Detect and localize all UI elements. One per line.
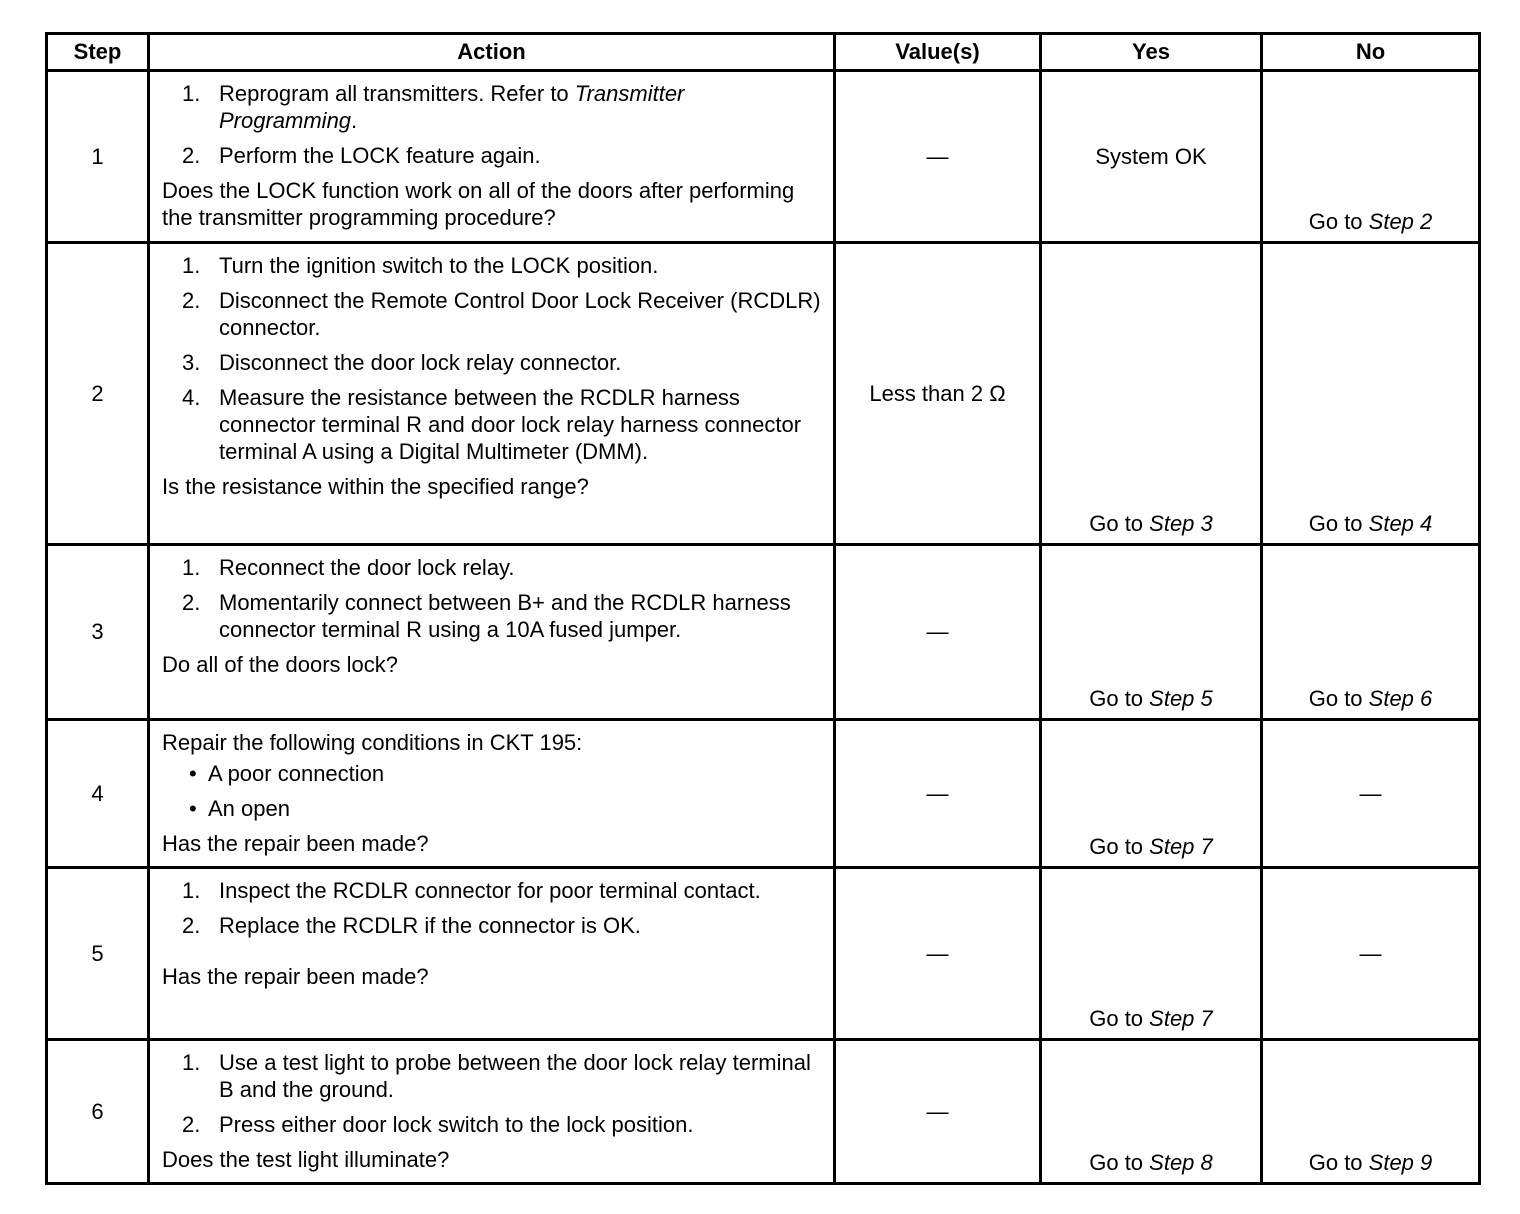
value-cell: Less than 2 Ω <box>835 243 1041 545</box>
no-result: — <box>1359 940 1382 966</box>
no-cell <box>1262 720 1480 868</box>
action-cell <box>149 868 835 1040</box>
no-result: Go to Step 2 <box>1308 209 1433 234</box>
header-action: Action <box>149 34 835 71</box>
action-item: 3. Disconnect the door lock relay connector. <box>182 350 622 375</box>
step-number: 4 <box>47 720 149 868</box>
yes-result: Go to Step 5 <box>1089 686 1213 711</box>
no-cell <box>1262 71 1480 243</box>
action-cell <box>149 243 835 545</box>
table-row <box>47 1040 1480 1184</box>
header-yes: Yes <box>1041 34 1262 71</box>
header-row <box>47 34 1480 71</box>
action-item: 1. Turn the ignition switch to the LOCK position. <box>182 253 659 278</box>
table-row <box>47 868 1480 1040</box>
header-values: Value(s) <box>835 34 1041 71</box>
step-number: 5 <box>47 868 149 1040</box>
table-row <box>47 545 1480 720</box>
action-cell <box>149 71 835 243</box>
yes-result: System OK <box>1095 143 1207 169</box>
value-cell: — <box>835 720 1041 868</box>
step-number: 6 <box>47 1040 149 1184</box>
yes-result: Go to Step 3 <box>1089 511 1213 536</box>
value-cell: — <box>835 71 1041 243</box>
yes-cell <box>1041 71 1262 243</box>
action-item: 1. Inspect the RCDLR connector for poor terminal contact. <box>182 878 761 903</box>
action-cell <box>149 1040 835 1184</box>
action-item: 2. Disconnect the Remote Control Door Lock Receiver (RCDLR) connector. <box>182 288 821 340</box>
no-result: — <box>1359 780 1382 806</box>
yes-result: Go to Step 7 <box>1089 834 1213 859</box>
diagnostic-table <box>45 32 1481 1185</box>
action-intro: Repair the following conditions in CKT 195: <box>162 730 583 755</box>
table-row <box>47 71 1480 243</box>
yes-cell <box>1041 868 1262 1040</box>
no-result: Go to Step 9 <box>1308 1150 1433 1175</box>
yes-result: Go to Step 8 <box>1089 1150 1213 1175</box>
header-no: No <box>1262 34 1480 71</box>
no-cell <box>1262 243 1480 545</box>
value-cell: — <box>835 868 1041 1040</box>
action-question: Has the repair been made? <box>162 831 429 856</box>
no-cell <box>1262 868 1480 1040</box>
table-row <box>47 720 1480 868</box>
yes-cell <box>1041 243 1262 545</box>
yes-cell <box>1041 720 1262 868</box>
no-result: Go to Step 6 <box>1308 686 1433 711</box>
value-cell: — <box>835 545 1041 720</box>
action-item: 2. Press either door lock switch to the lock position. <box>182 1112 694 1137</box>
action-question: Has the repair been made? <box>162 964 429 989</box>
step-number: 1 <box>47 71 149 243</box>
value-cell: — <box>835 1040 1041 1184</box>
step-number: 3 <box>47 545 149 720</box>
action-question: Does the test light illuminate? <box>162 1147 450 1172</box>
action-item: 2. Perform the LOCK feature again. <box>182 143 541 168</box>
action-question: Is the resistance within the specified range? <box>162 474 589 499</box>
action-question: Does the LOCK function work on all of the doors after performing the transmitter programming procedure? <box>162 178 795 230</box>
action-item: 2. Momentarily connect between B+ and the RCDLR harness connector terminal R using a 10A fused jumper. <box>182 590 791 642</box>
action-item: 2. Replace the RCDLR if the connector is OK. <box>182 913 641 938</box>
no-cell <box>1262 1040 1480 1184</box>
action-item: 4. Measure the resistance between the RCDLR harness connector terminal R and door lock relay harness connector terminal A using a Digital Multimeter (DMM). <box>182 385 802 464</box>
action-item: 1. Reprogram all transmitters. Refer to Transmitter Programming. <box>182 81 685 133</box>
action-item: 1. Reconnect the door lock relay. <box>182 555 515 580</box>
action-cell <box>149 545 835 720</box>
action-question: Do all of the doors lock? <box>162 652 399 677</box>
bullet-item: • An open <box>189 796 290 821</box>
no-cell <box>1262 545 1480 720</box>
step-number: 2 <box>47 243 149 545</box>
bullet-item: • A poor connection <box>189 761 385 786</box>
yes-cell <box>1041 545 1262 720</box>
action-item: 1. Use a test light to probe between the door lock relay terminal B and the ground. <box>182 1050 811 1102</box>
yes-result: Go to Step 7 <box>1089 1006 1213 1031</box>
action-cell <box>149 720 835 868</box>
yes-cell <box>1041 1040 1262 1184</box>
table-row <box>47 243 1480 545</box>
no-result: Go to Step 4 <box>1308 511 1433 536</box>
header-step: Step <box>47 34 149 71</box>
